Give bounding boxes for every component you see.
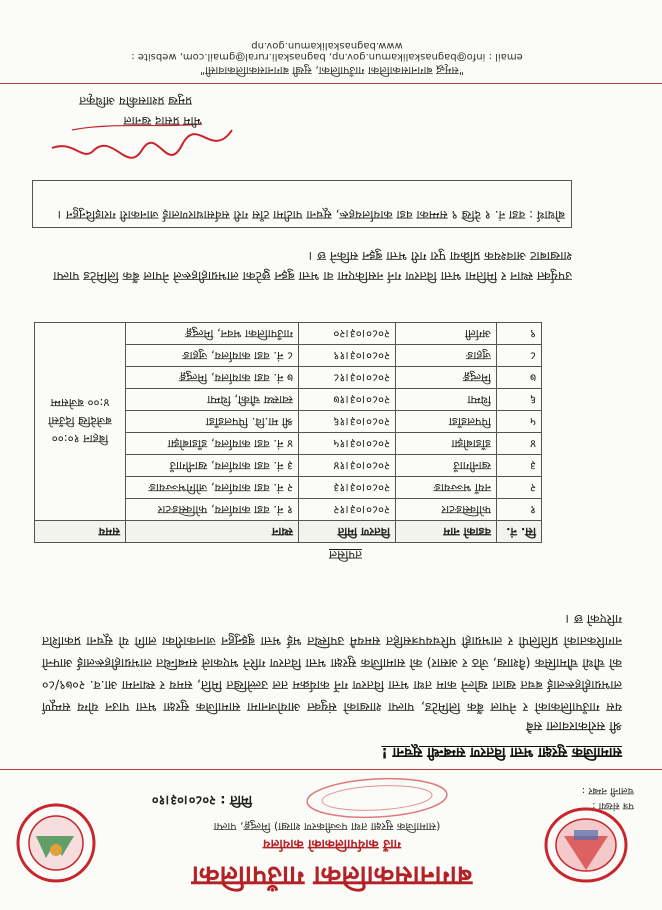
cell-ward: खानीगाउँ xyxy=(396,455,497,477)
salutation: श्री सरोकारवाला सबै xyxy=(526,718,622,733)
col-venue: स्थान xyxy=(126,521,299,543)
cell-ward: डाँडाबोझा xyxy=(396,433,497,455)
address: मिल्दुङ्ग, पाल्पा xyxy=(213,820,271,833)
office-subtitle: गाउँ कार्यपालिकाको कार्यालय xyxy=(263,836,401,851)
cell-date: २०८०।०३।१९ xyxy=(299,345,396,367)
section-name: (सामाजिक सुरक्षा तथा पञ्जीकरण शाखा) xyxy=(274,820,441,833)
col-ward: वडाको नाम xyxy=(396,521,497,543)
municipality-logo-icon xyxy=(10,800,102,886)
distribution-schedule-table xyxy=(34,322,542,543)
cell-date: २०८०।०३।१६ xyxy=(299,411,396,433)
footer-motto: "समृद्ध बागनासकालिका गाउँपालिका, सुखी बागनासकालिकावासी" xyxy=(200,64,464,77)
cell-ward: मिल्दुङ्ग xyxy=(396,367,497,389)
notice-body: यस गाउँपालिकाको र नेपाल बैंक लिमिटेड, पाल्पा शाखाको संयुक्त आयोजनामा सामाजिक सुरक्षा भत्ता पाउन योग्य सम्पूर्ण लाभग्राहीहरूलाई बचत खाता खोल्ने काम तथा भत्ता वितरण गर्ने कार्यक्रम तल उल्लेखित मिति, समय र स्थानमा आ.व. २०७९/८० को चौथो चौमासिक (वैशाख, जेठ र असार) को सामाजिक सुरक्षा भत्ता वितरण गरिने भएकाले सम्बन्धित लाभग्राहीहरूलाई आफ्नो नागरिकताको प्रतिलिपी र लाभग्राही परिचयपत्रसहित समयमै उपस्थित भई भत्ता बुझ्नुहुन जानकारीका लागि यो सूचना प्रकाशित गरिएको छ । xyxy=(42,612,622,715)
cell-venue: श्री मा.वि. पिपलडाँडा xyxy=(126,411,299,433)
cell-serial: ७ xyxy=(497,367,542,389)
header-divider xyxy=(0,769,662,770)
cell-date: २०८०।०३।१८ xyxy=(299,367,396,389)
cell-ward: नयाँ भञ्ज्याङ xyxy=(396,477,497,499)
cell-serial: ८ xyxy=(497,345,542,367)
cell-venue: ३ नं. वडा कार्यालय, खानीगाउँ xyxy=(126,455,299,477)
signatory-role: प्रमुख प्रशासकीय अधिकृत xyxy=(79,94,192,108)
cell-date: २०८०।०३।२० xyxy=(299,323,396,345)
cell-date: २०८०।०३।१५ xyxy=(299,433,396,455)
cell-venue: १ नं. वडा कार्यालय, फोक्सिङटार xyxy=(126,499,299,521)
closing-paragraph: उपर्युक्त स्थान र मितिमा भत्ता वितरण गर्न नसकिएमा वा भत्ता बुझ्न छुटेका लाभग्राहीहरूले नेपाल बैंक लिमिटेड पाल्पा शाखाबाट आवश्यक प्रक्रिया पुरा गरी भत्ता बुझ्न सकिने छ । xyxy=(53,249,572,284)
cell-ward: जुहाङ xyxy=(396,345,497,367)
cell-ward: अर्गली xyxy=(396,323,497,345)
cell-date: २०८०।०३।१४ xyxy=(299,455,396,477)
cell-serial: ६ xyxy=(497,389,542,411)
table-row xyxy=(35,499,542,521)
office-name: बागनासकालिका गाउँपालिका xyxy=(191,860,473,891)
cell-serial: १ xyxy=(497,499,542,521)
cell-serial: ४ xyxy=(497,433,542,455)
cc-notice-box: बोधार्थ : वडा नं. १ देखि ९ सम्मका वडा कार्यालयहरू, सूचना पाटीमा टाँस गरी सर्वसाधारणलाई जानकारी गराइदिनुहुन । xyxy=(32,180,572,228)
cell-serial: २ xyxy=(497,477,542,499)
col-date: वितरण मिति xyxy=(299,521,396,543)
cell-venue: स्वास्थ्य चौकी, थिम्पा xyxy=(126,389,299,411)
cell-venue: गाउँपालिका भवन, मिल्दुङ्ग xyxy=(126,323,299,345)
col-serial: सि. नं. xyxy=(497,521,542,543)
signatory-name: भीम प्रसाद खनाल xyxy=(123,114,202,128)
cell-ward: फोक्सिङटार xyxy=(396,499,497,521)
schedule-label: तपसिल xyxy=(328,548,362,562)
notice-title: सामाजिक सुरक्षा भत्ता वितरण सम्बन्धी सूचना ! xyxy=(381,744,622,760)
cell-venue: ८ नं. वडा कार्यालय, जुहाङ xyxy=(126,345,299,367)
cell-date: २०८०।०३।१२ xyxy=(299,499,396,521)
cell-ward: थिम्पा xyxy=(396,389,497,411)
cell-date: २०८०।०३।१३ xyxy=(299,477,396,499)
cell-venue: ७ नं. वडा कार्यालय, मिल्दुङ्ग xyxy=(126,367,299,389)
cell-serial: ३ xyxy=(497,455,542,477)
letter-number-label: पत्र संख्या : xyxy=(592,800,634,811)
letter-date: मिति : २०८०।०३।१० xyxy=(151,792,252,807)
cell-venue: ४ नं. वडा कार्यालय, डाँडाबोझा xyxy=(126,433,299,455)
cell-ward: पिपलडाँडा xyxy=(396,411,497,433)
table-header-row xyxy=(35,521,542,543)
cell-venue: २ नं. वडा कार्यालय, जोगिभञ्ज्याङ xyxy=(126,477,299,499)
cell-date: २०८०।०३।१७ xyxy=(299,389,396,411)
cell-serial: ५ xyxy=(497,411,542,433)
footer-contact: email : info@bagnaskalikamun.gov.np, bagnaskali.rural@gmail.com, website : www.bagnaskalikamun.gov.np xyxy=(131,40,523,62)
cell-time: बिहान १०:०० बजेदेखि दिउँसो ४:०० बजेसम्म xyxy=(35,323,126,521)
col-time: समय xyxy=(35,521,126,543)
cell-serial: ९ xyxy=(497,323,542,345)
footer-divider xyxy=(0,83,662,84)
dispatch-number-label: चलानी नम्बर : xyxy=(581,785,634,796)
office-stamp-icon xyxy=(301,772,453,824)
nepal-emblem-icon xyxy=(540,802,632,888)
